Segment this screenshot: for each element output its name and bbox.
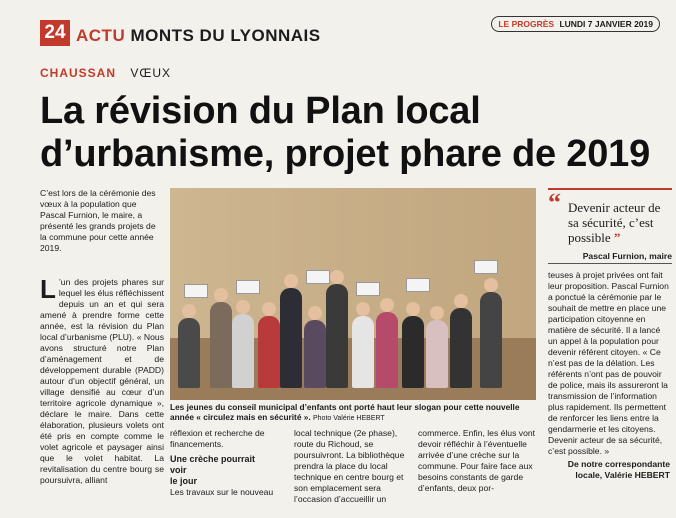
headline — [40, 90, 670, 176]
caption-text: Les jeunes du conseil municipal d’enfants ont porté haut leur slogan pour cette nouvelle année « circulez mais en sécurité ». — [170, 402, 520, 422]
subheading — [170, 454, 287, 487]
section-prefix: ACTU — [76, 26, 126, 45]
body-column-2 — [170, 428, 287, 498]
headline-line-1: La révision du Plan local — [40, 90, 481, 132]
kicker-tag: VŒUX — [130, 66, 172, 80]
headline-line-2: d’urbanisme, projet phare de 2019 — [40, 133, 651, 175]
kicker — [40, 66, 171, 80]
section-title — [76, 26, 321, 46]
standfirst: C’est lors de la cérémonie des vœux à la population que Pascal Furnion, le maire, a présenté les grands projets de la commune pour cette année 2019. — [40, 188, 156, 253]
page-header — [40, 6, 668, 44]
body-column-5 — [548, 270, 670, 481]
issue-date: LUNDI 7 JANVIER 2019 — [559, 19, 653, 29]
body-text-2b: Les travaux sur le nouveau — [170, 487, 274, 497]
body-column-1 — [40, 274, 164, 486]
article-photo — [170, 188, 536, 400]
quote-author: Pascal Furnion, maire — [548, 251, 672, 264]
brand-name: LE PROGRÈS — [498, 19, 555, 29]
kicker-place: CHAUSSAN — [40, 66, 117, 80]
quote-text: Devenir acteur de sa sécurité, c’est possible ” — [568, 200, 661, 245]
subheading-line-3: le jour — [170, 476, 198, 486]
drop-cap: L — [40, 274, 56, 304]
subheading-line-2: voir — [170, 465, 187, 475]
body-text-5: teuses à projet privées ont fait leur proposition. Pascal Furnion a ponctué la cérémonie par le souhait de mettre en place une participation citoyenne en matière de sécurité. Il a lancé un appel à la population pour devenir référent citoyen. « Ce n’est pas de la délation. Les référents n’ont pas de pouvoir de police, mais ils assureront la transmission de l’information plus rapidement. Ils permettent de renforcer les liens entre la gendarmerie et les citoyens. Devenir acteur de sa sécurité, c’est possible. » — [548, 270, 669, 456]
body-text-1: ’un des projets phares sur lequel les élus réfléchissent depuis un an et qui sera amené à prendre forme cette année, est la révision du Plan local d’urbanisme (PLU). « Nous avons structuré notre Plan d’aménagement et de développement durable (PADD) autour d’un objectif général, un village densifié au cœur d’un territoire agricole dynamique », déclare le maire. Dans cette élaboration, plusieurs volets ont été pris en compte comme le volet agricole et paysager ainsi que le volet habitat. La revitalisation du centre bourg se poursuivra, alliant — [40, 277, 164, 485]
photo-caption — [170, 402, 536, 424]
quote-mark-icon: “ — [548, 188, 561, 217]
masthead — [491, 16, 660, 32]
body-column-4: commerce. Enfin, les élus vont devoir réfléchir à l’éventuelle arrivée d’une crèche sur la commune. Pour faire face aux besoins constants de garde d’enfants, deux por- — [418, 428, 536, 493]
subheading-line-1: Une crèche pourrait — [170, 454, 256, 464]
photo-credit: Photo Valérie HEBERT — [312, 415, 385, 422]
byline: De notre correspondante locale, Valérie HEBERT — [567, 459, 670, 480]
pull-quote — [548, 188, 672, 264]
section-name: MONTS DU LYONNAIS — [130, 26, 321, 45]
page-number: 24 — [40, 20, 70, 46]
body-text-2: réflexion et recherche de financements. — [170, 428, 265, 449]
body-column-3: local technique (2e phase), route du Richoud, se poursuivront. La bibliothèque prendra la place du local technique en centre bourg et son emplacement sera l’occasion d’accueillir un — [294, 428, 405, 504]
